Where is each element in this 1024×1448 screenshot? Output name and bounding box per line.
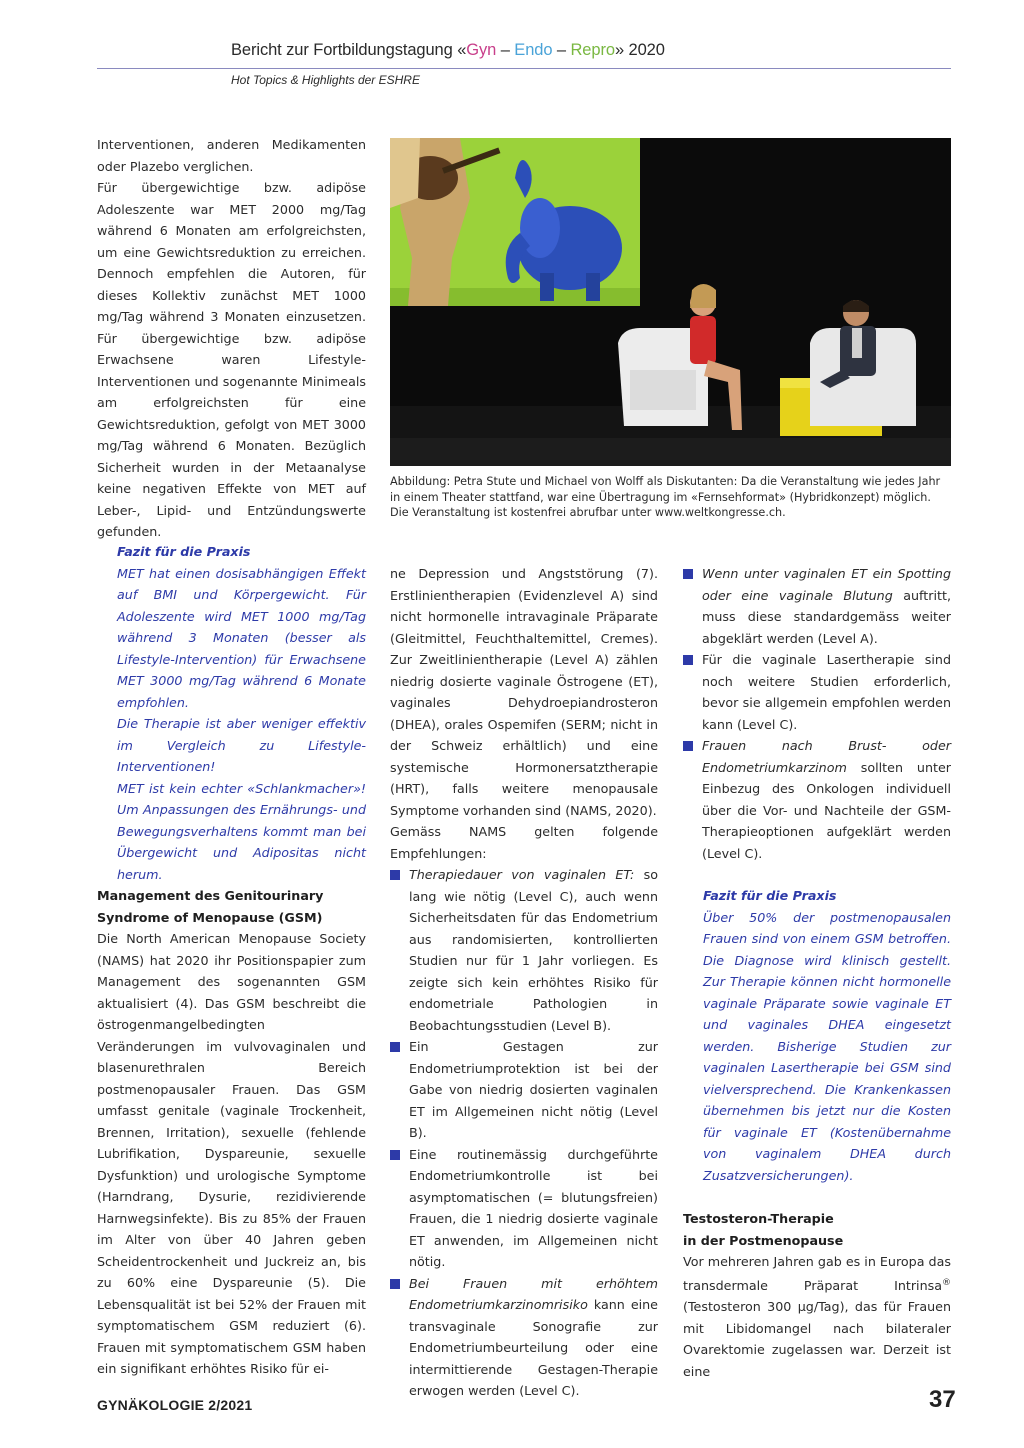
recommendation-bullet [683, 649, 951, 735]
bullet-lead: Wenn unter vaginalen ET ein Spotting oder eine vaginale Blutung [702, 566, 951, 603]
stage-photo-illustration [390, 138, 951, 466]
recommendation-bullet [390, 1144, 658, 1273]
running-header-title [231, 41, 665, 60]
photo-caption: Abbildung: Petra Stute und Michael von Wolff als Diskutanten: Da die Veranstaltung wie jedes Jahr in einem Theater stattfand, war eine Übertragung im «Fernsehformat» (Hybridkonzept) möglich. Die Veranstaltung ist kostenfrei abrufbar unter www.weltkongresse.ch. [390, 475, 941, 519]
recommendation-bullet [390, 1273, 658, 1402]
header-title-suffix: » 2020 [614, 41, 665, 59]
recommendation-bullet [390, 864, 658, 1036]
fazit-heading: Fazit für die Praxis [703, 888, 837, 903]
recommendation-bullet [390, 1036, 658, 1144]
fazit-box-1 [117, 541, 366, 885]
bullet-square-icon [683, 655, 693, 665]
paragraph: ne Depression und Angststörung (7). Erstlinientherapien (Evidenzlevel A) sind nicht hormonelle intravaginale Präparate (Gleitmittel, Feuchthaltemittel, Cremes). Zur Zweitlinientherapie (Level A) zählen niedrig dosierte vaginale Östrogene (ET), vaginales Dehydroepiandrosteron (DHEA), orales Ospemifen (SERM; nicht in der Schweiz erhältlich) und eine systemische Hormonersatztherapie (HRT), falls weitere menopausale Symptome vorhanden sind (NAMS, 2020). [390, 566, 658, 818]
bullet-square-icon [390, 1150, 400, 1160]
page-number: 37 [929, 1386, 956, 1413]
header-dash-1: – [496, 41, 515, 59]
bullet-square-icon [683, 741, 693, 751]
fazit-heading: Fazit für die Praxis [117, 544, 251, 559]
section-heading: Management des Genitourinary [97, 888, 324, 903]
bullet-text: auftritt, muss diese standardgemäss weiter abgeklärt werden (Level A). [702, 587, 951, 646]
paragraph-text: (Testosteron 300 µg/Tag), das für Frauen mit Libidomangel nach bilateraler Ovarektomie zugelassen war. Derzeit ist eine [683, 1299, 951, 1379]
column-1 [97, 134, 366, 543]
recommendation-bullet [683, 563, 951, 649]
bullet-text: Für die vaginale Lasertherapie sind noch weitere Studien erforderlich, bevor sie allgemein empfohlen werden kann (Level C). [702, 652, 951, 732]
header-repro: Repro [570, 41, 615, 59]
paragraph [683, 1251, 951, 1382]
fazit-text: Über 50% der postmenopausalen Frauen sind von einem GSM betroffen. Die Diagnose wird klinisch gestellt. Zur Therapie können nicht hormonelle vaginale Präparate sowie vaginale ET und vaginales DHEA eingesetzt werden. Bisherige Studien zur vaginalen Lasertherapie bei GSM sind vielversprechend. Die Krankenkassen übernehmen bis jetzt nur die Kosten für vaginale ET (Kostenübernahme von vaginalem DHEA durch Zusatzversicherungen). [703, 909, 951, 1183]
bullet-square-icon [390, 1279, 400, 1289]
header-title-prefix: Bericht zur Fortbildungstagung « [231, 41, 467, 59]
fazit-text: MET ist kein echter «Schlankmacher»! Um Anpassungen des Ernährungs- und Bewegungsverhaltens kommt man bei Übergewicht und Adipositas nicht herum. [117, 780, 366, 882]
fazit-box-2 [703, 885, 951, 1186]
bullet-lead: Bei Frauen mit erhöhtem Endometriumkarzinomrisiko [409, 1275, 658, 1312]
journal-issue: GYNÄKOLOGIE 2/2021 [97, 1397, 253, 1413]
column-3 [683, 563, 951, 864]
fazit-text: Die Therapie ist aber weniger effektiv im Vergleich zu Lifestyle-Interventionen! [117, 716, 366, 774]
paragraph: Die North American Menopause Society (NAMS) hat 2020 ihr Positionspapier zum Management des sogenannten GSM aktualisiert (4). Das GSM beschreibt die östrogenmangelbedingten Veränderungen im vulvovaginalen und blasenurethralen Bereich postmenopausaler Frauen. Das GSM umfasst genitale (vaginale Trockenheit, Brennen, Irritation), sexuelle (fehlende Lubrifikation, Dyspareunie, sexuelle Dysfunktion) und urologische Symptome (Harndrang, Dysurie, rezidivierende Harnwegsinfekte). Bis zu 85% der Frauen im Alter von über 40 Jahren geben Scheidentrockenheit und Juckreiz an, bis zu 60% eine Dyspareunie (5). Die Lebensqualität ist bei 52% der Frauen mit symptomatischem GSM reduziert (6). Frauen mit symptomatischem GSM haben ein signifikant erhöhtes Risiko für ei- [97, 931, 366, 1376]
column-2 [390, 563, 658, 1402]
header-endo: Endo [514, 41, 553, 59]
gsm-section [97, 885, 366, 1380]
event-photo [390, 138, 951, 466]
paragraph: Gemäss NAMS gelten folgende Empfehlungen: [390, 824, 658, 861]
bullet-square-icon [390, 870, 400, 880]
bullet-text: kann eine transvaginale Sonografie zur Endometriumbeurteilung oder eine intermittierende Gestagen-Therapie erwogen werden (Level C). [409, 1297, 658, 1398]
paragraph-text: Vor mehreren Jahren gab es in Europa das transdermale Präparat Intrinsa [683, 1254, 951, 1293]
header-divider [97, 68, 951, 69]
bullet-square-icon [683, 569, 693, 579]
section-heading: in der Postmenopause [683, 1232, 844, 1248]
header-dash-2: – [552, 41, 571, 59]
bullet-lead: Therapiedauer von vaginalen ET: [409, 867, 635, 882]
registered-mark: ® [942, 1277, 951, 1288]
bullet-text: Eine routinemässig durchgeführte Endometriumkontrolle ist bei asymptomatischen (= blutungsfreien) Frauen, die 1 niedrig dosierte vaginale ET anwenden, im Allgemeinen nicht nötig. [409, 1146, 658, 1269]
bullet-lead: Frauen nach Brust- oder Endometriumkarzinom [702, 738, 951, 775]
fazit-text: MET hat einen dosisabhängigen Effekt auf BMI und Körpergewicht. Für Adoleszente wird MET 1000 mg/Tag während 3 Monaten (besser als Lifestyle-Intervention) für Erwachsene MET 3000 mg/Tag während 6 Monate empfohlen. [117, 565, 366, 710]
running-header-subtitle: Hot Topics & Highlights der ESHRE [231, 73, 420, 87]
bullet-square-icon [390, 1042, 400, 1052]
testosterone-section [683, 1208, 951, 1382]
bullet-text: Ein Gestagen zur Endometriumprotektion ist bei der Gabe von niedrig dosierten vaginalen ET im Allgemeinen nicht nötig (Level B). [409, 1039, 658, 1140]
section-heading: Testosteron-Therapie [683, 1211, 834, 1226]
paragraph: Interventionen, anderen Medikamenten oder Plazebo verglichen. [97, 137, 366, 174]
bullet-text: sollten unter Einbezug des Onkologen individuell über die Vor- und Nachteile der GSM-Therapieoptionen aufgeklärt werden (Level C). [702, 759, 951, 861]
section-heading: Syndrome of Menopause (GSM) [97, 909, 323, 925]
recommendation-bullet [683, 735, 951, 864]
bullet-text: so lang wie nötig (Level C), auch wenn Sicherheitsdaten für das Endometrium aus randomisierten, kontrollierten Studien nur für 1 Jahr vorliegen. Es zeigte sich kein erhöhtes Risiko für endometriale Pathologien in Beobachtungsstudien (Level B). [409, 867, 659, 1033]
paragraph: Für übergewichtige bzw. adipöse Adoleszente war MET 2000 mg/Tag während 6 Monaten am erfolgreichsten, um eine Gewichtsreduktion zu erreichen. Dennoch empfehlen die Autoren, für dieses Kollektiv zunächst MET 1000 mg/Tag während 3 Monaten einzusetzen. Für übergewichtige bzw. adipöse Erwachsene waren Lifestyle-Interventionen und sogenannte Minimeals am erfolgreichsten für eine Gewichtsreduktion, gefolgt von MET 3000 mg/Tag während 6 Monaten. Bezüglich Sicherheit wurden in der Metaanalyse keine negativen Effekte von MET auf Leber-, Lipid- und Entzündungswerte gefunden. [97, 180, 366, 539]
header-gyn: Gyn [466, 41, 497, 59]
